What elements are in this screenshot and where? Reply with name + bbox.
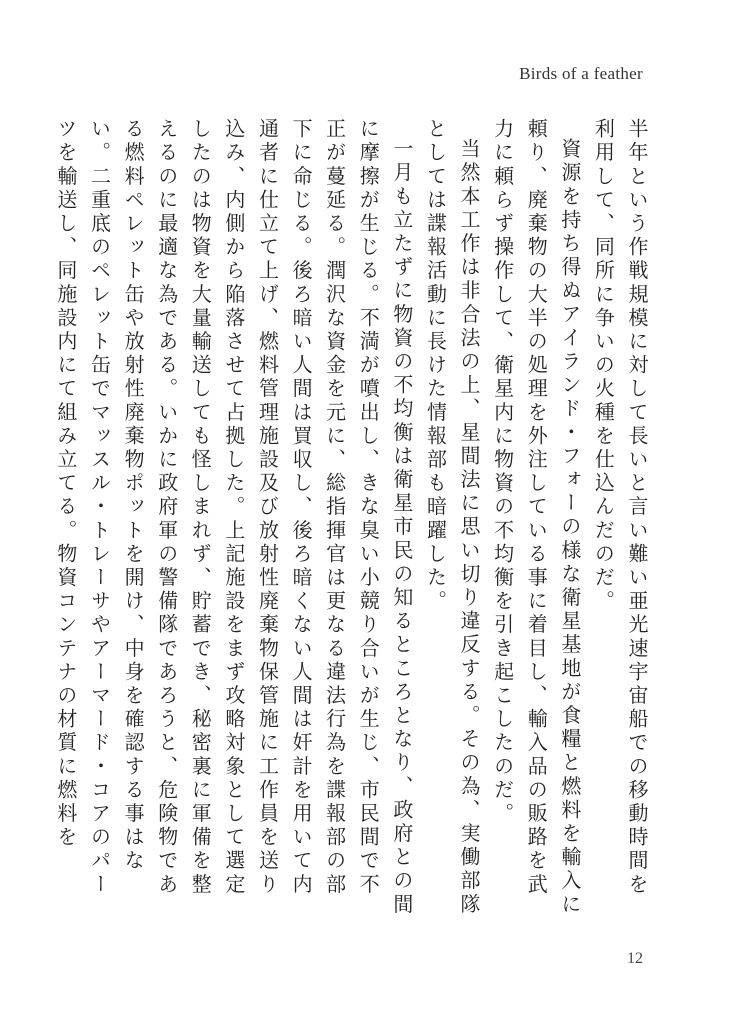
- paragraph: 一月も立たずに物資の不均衡は衛星市民の知るところとなり、政府との間に摩擦が生じる。不満が噴出し、きな臭い小競り合いが生じ、市民間で不正が蔓延る。潤沢な資金を元に、総指揮官は更なる違法行為を諜報部の部下に命じる。後ろ暗い人間は買収し、後ろ暗くない人間は奸計を用いて内通者に仕立て上げ、燃料管理施設及び放射性廃棄物保管施に工作員を送り込み、内側から陥落させて占拠した。上記施設をまず攻略対象として選定したのは物資を大量輸送しても怪しまれず、貯蓄でき、秘密裏に軍備を整えるのに最適な為である。いかに政府軍の警備隊であろうと、危険物である燃料ペレット缶や放射性廃棄物ポットを開け、中身を確認する事はない。二重底のペレット缶でマッスル・トレーサやアーマード・コアのパーツを輸送し、同施設内にて組み立てる。物資コンテナの材質に燃料を: [53, 118, 414, 917]
- paragraph: 当然本工作は非合法の上、星間法に思い切り違反する。その為、実働部隊としては諜報活動に長けた情報部も暗躍した。: [423, 118, 482, 917]
- paragraph: 半年という作戦規模に対して長いと言い難い亜光速宇宙船での移動時間を利用して、同所に争いの火種を仕込んだのだ。: [591, 118, 649, 897]
- running-header: Birds of a feather: [519, 64, 643, 83]
- vertical-body-text: [53, 118, 653, 918]
- page-number: 12: [627, 950, 643, 967]
- paragraph: 資源を持ち得ぬアイランド・フォーの様な衛星基地が食糧と燃料を輸入に頼り、廃棄物の大半の処理を外注している事に着目し、輸入品の販路を武力に頼らず操作して、衛星内に物資の不均衡を引き起こしたのだ。: [490, 118, 582, 917]
